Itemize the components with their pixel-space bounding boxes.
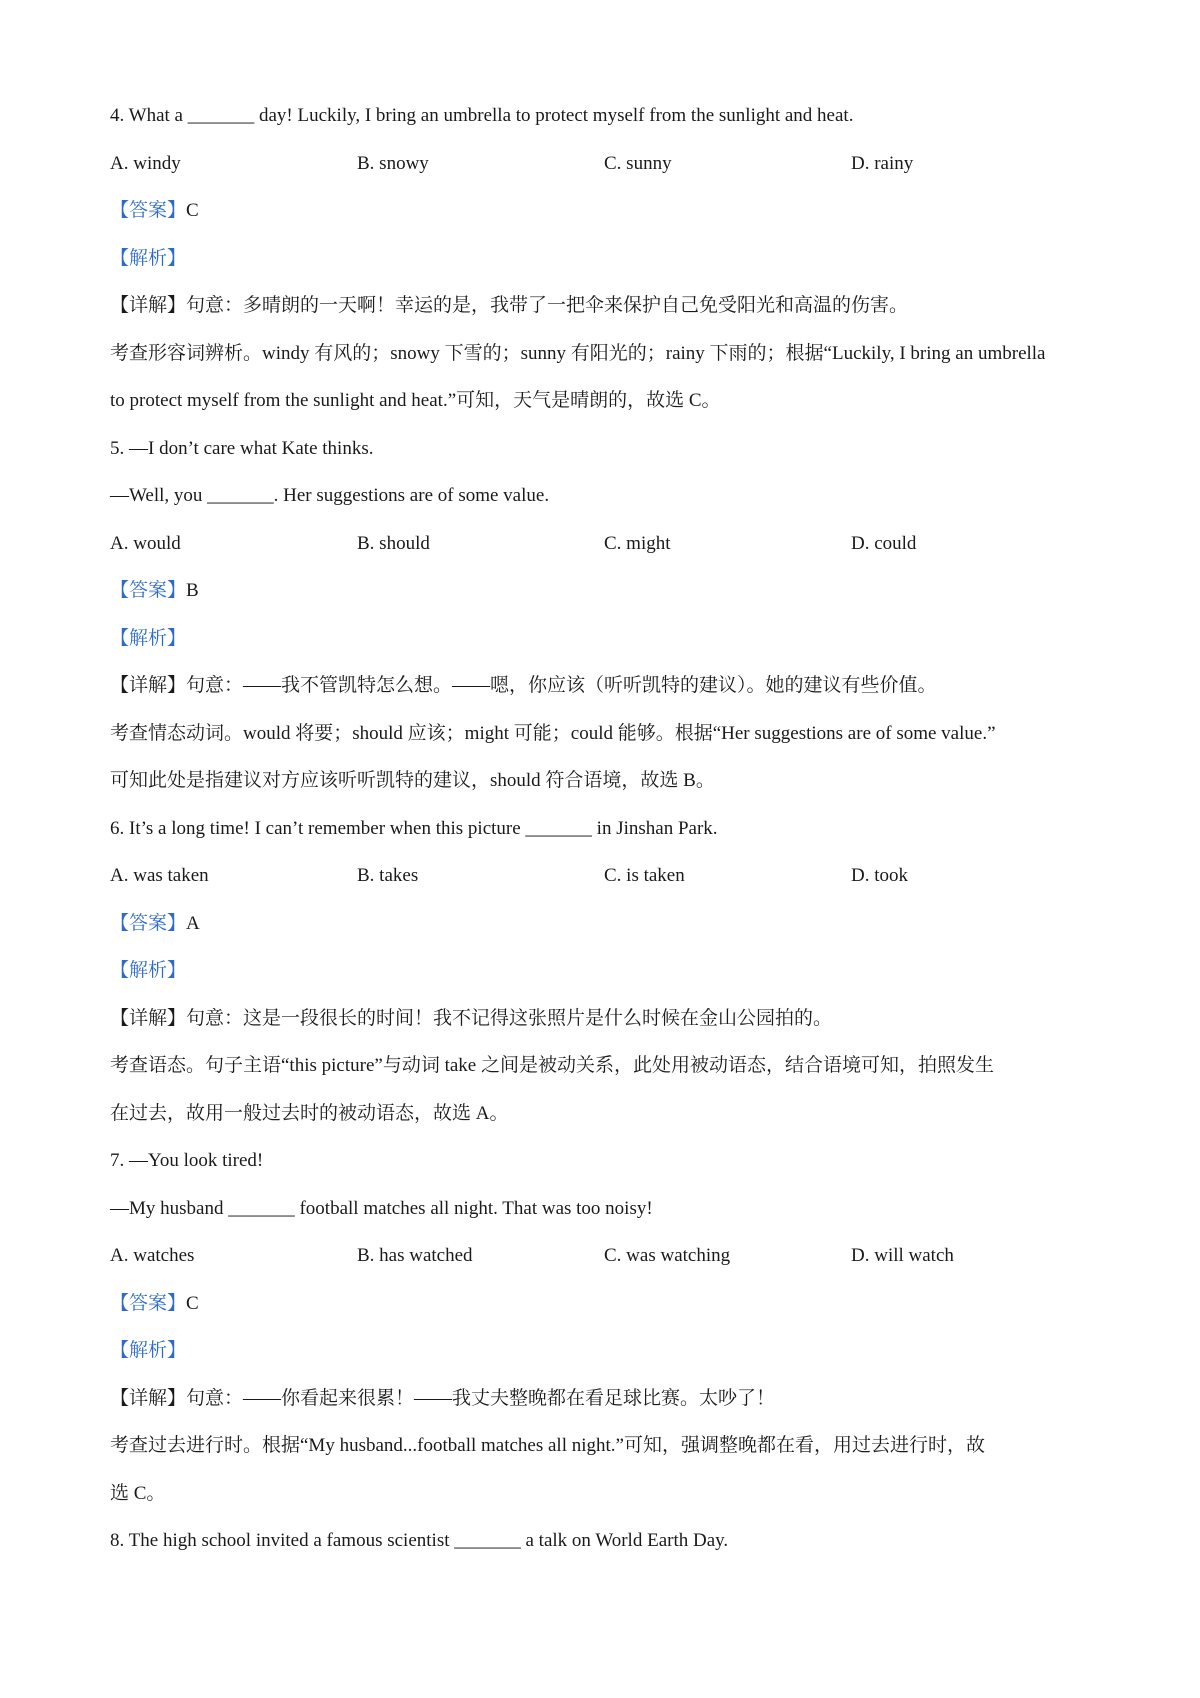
document-body (110, 92, 1100, 1565)
option-text: B. takes (357, 865, 419, 886)
analysis-label: 【解析】 (110, 247, 187, 269)
option-text: D. took (851, 865, 908, 886)
question-stem: —My husband _______ football matches all night. That was too noisy! (110, 1197, 653, 1219)
question-stem: 5. —I don’t care what Kate thinks. (110, 437, 374, 459)
option-text: B. should (357, 532, 430, 554)
analysis-label: 【解析】 (110, 1340, 187, 1361)
option-text: A. would (110, 532, 181, 554)
detail-text: 选 C。 (110, 1482, 166, 1504)
question-stem: 6. It’s a long time! I can’t remember when this picture _______ in Jinshan Park. (110, 817, 718, 839)
analysis-line (110, 1327, 1100, 1375)
detail-text: 【详解】句意：——你看起来很累！——我丈夫整晚都在看足球比赛。太吵了！ (110, 1387, 776, 1409)
option-text: D. rainy (851, 152, 914, 174)
detail-text: 考查语态。句子主语“this picture”与动词 take 之间是被动关系，此处用被动语态，结合语境可知，拍照发生 (110, 1055, 994, 1076)
detail-text: 可知此处是指建议对方应该听听凯特的建议，should 符合语境，故选 B。 (110, 770, 715, 791)
question-block (110, 425, 1100, 805)
option-text: A. was taken (110, 865, 209, 886)
options-row (110, 140, 1100, 188)
answer-line (110, 900, 1100, 948)
answer-label: 【答案】 (110, 200, 187, 221)
option-text: C. is taken (604, 865, 685, 886)
detail-text: to protect myself from the sunlight and heat.”可知，天气是晴朗的，故选 C。 (110, 390, 721, 411)
question-block (110, 1517, 1100, 1565)
option-text: D. could (851, 532, 917, 554)
options-row (110, 852, 1100, 900)
detail-text: 在过去，故用一般过去时的被动语态，故选 A。 (110, 1102, 509, 1124)
answer-value: B (186, 580, 199, 601)
analysis-label: 【解析】 (110, 627, 187, 649)
answer-label: 【答案】 (110, 912, 187, 934)
option-text: C. might (604, 532, 671, 554)
detail-text: 考查过去进行时。根据“My husband...football matches all night.”可知，强调整晚都在看，用过去进行时，故 (110, 1435, 985, 1456)
options-row (110, 1232, 1100, 1280)
question-stem: 4. What a _______ day! Luckily, I bring an umbrella to protect myself from the sunlight and heat. (110, 105, 854, 126)
option-text: A. watches (110, 1245, 195, 1266)
question-block (110, 92, 1100, 425)
detail-text: 【详解】句意：——我不管凯特怎么想。——嗯，你应该（听听凯特的建议）。她的建议有些价值。 (110, 675, 937, 696)
options-row (110, 520, 1100, 568)
detail-text: 【详解】句意：多晴朗的一天啊！幸运的是，我带了一把伞来保护自己免受阳光和高温的伤害。 (110, 295, 909, 316)
answer-line (110, 1280, 1100, 1328)
question-stem: 7. —You look tired! (110, 1150, 264, 1171)
answer-line (110, 567, 1100, 615)
question-stem: —Well, you _______. Her suggestions are of some value. (110, 485, 550, 506)
detail-text: 考查情态动词。would 将要；should 应该；might 可能；could 能够。根据“Her suggestions are of some value.” (110, 722, 996, 744)
question-stem: 8. The high school invited a famous scientist _______ a talk on World Earth Day. (110, 1530, 729, 1551)
question-block (110, 1137, 1100, 1517)
analysis-line (110, 615, 1100, 663)
detail-text: 考查形容词辨析。windy 有风的；snowy 下雪的；sunny 有阳光的；rainy 下雨的；根据“Luckily, I bring an umbrella (110, 342, 1046, 364)
question-block (110, 805, 1100, 1138)
analysis-label: 【解析】 (110, 960, 187, 981)
option-text: C. was watching (604, 1245, 731, 1266)
answer-value: A (186, 912, 200, 934)
option-text: A. windy (110, 152, 181, 174)
answer-line (110, 187, 1100, 235)
answer-label: 【答案】 (110, 1292, 187, 1314)
analysis-line (110, 947, 1100, 995)
option-text: C. sunny (604, 152, 672, 174)
analysis-line (110, 235, 1100, 283)
option-text: D. will watch (851, 1245, 954, 1266)
answer-value: C (186, 1292, 199, 1314)
answer-label: 【答案】 (110, 580, 187, 601)
option-text: B. has watched (357, 1245, 473, 1266)
answer-value: C (186, 200, 199, 221)
detail-text: 【详解】句意：这是一段很长的时间！我不记得这张照片是什么时候在金山公园拍的。 (110, 1007, 833, 1029)
option-text: B. snowy (357, 152, 429, 174)
